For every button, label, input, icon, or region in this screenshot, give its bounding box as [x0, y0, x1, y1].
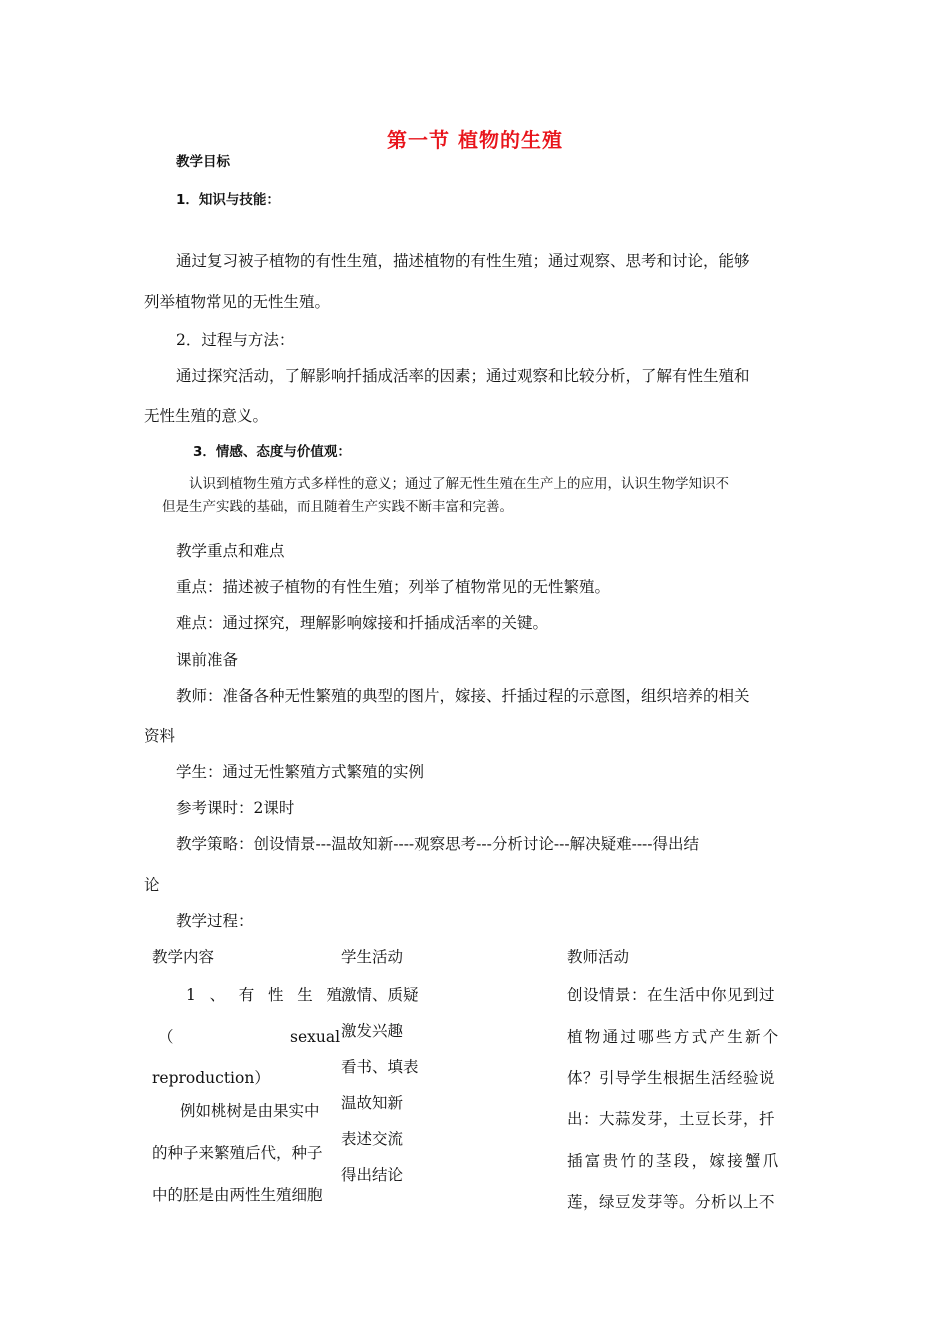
emotion-heading: 3．情感、态度与价值观： — [193, 444, 351, 460]
teacher-activity-3: 体？引导学生根据生活经验说 — [567, 1069, 776, 1087]
content-line2-term: sexual — [290, 1028, 341, 1046]
difficult-point: 难点：通过探究，理解影响嫁接和扦插成活率的关键。 — [176, 614, 549, 632]
student-activity-1: 激情、质疑 — [341, 986, 419, 1004]
student-activity-5: 表述交流 — [341, 1130, 404, 1148]
teacher-prep-line1: 教师：准备各种无性繁殖的典型的图片，嫁接、扦插过程的示意图，组织培养的相关 — [176, 687, 750, 705]
content-line3: reproduction） — [152, 1069, 270, 1087]
header-teacher: 教师活动 — [567, 948, 630, 966]
process-text-line2: 无性生殖的意义。 — [144, 407, 269, 425]
strategy-line1: 教学策略：创设情景---温故知新----观察思考---分析讨论---解决疑难----得出结 — [176, 835, 700, 853]
student-prep: 学生：通过无性繁殖方式繁殖的实例 — [176, 763, 425, 781]
emotion-text-line2: 但是生产实践的基础，而且随着生产实践不断丰富和完善。 — [162, 499, 513, 515]
process-title: 教学过程： — [176, 912, 254, 930]
teacher-activity-1: 创设情景：在生活中你见到过 — [567, 986, 776, 1004]
knowledge-heading: 1．知识与技能： — [176, 192, 280, 208]
content-line6: 中的胚是由两性生殖细胞 — [152, 1186, 323, 1204]
teacher-activity-2: 植物通过哪些方式产生新个 — [567, 1028, 781, 1046]
teacher-activity-5: 插富贵竹的茎段，嫁接蟹爪 — [567, 1152, 781, 1170]
student-activity-6: 得出结论 — [341, 1166, 404, 1184]
prep-heading: 课前准备 — [176, 651, 239, 669]
student-activity-4: 温故知新 — [341, 1094, 404, 1112]
content-line4: 例如桃树是由果实中 — [180, 1102, 320, 1120]
content-line2-paren: （ — [158, 1028, 174, 1046]
content-line5: 的种子来繁殖后代，种子 — [152, 1144, 323, 1162]
reference-hours: 参考课时：2课时 — [176, 799, 295, 817]
teacher-activity-6: 莲，绿豆发芽等。分析以上不 — [567, 1193, 776, 1211]
student-activity-2: 激发兴趣 — [341, 1022, 404, 1040]
teacher-prep-line2: 资料 — [144, 727, 176, 745]
page-title: 第一节 植物的生殖 — [387, 128, 563, 152]
content-line1: 1 、 有 性 生 殖 — [186, 986, 342, 1004]
emotion-text-line1: 认识到植物生殖方式多样性的意义；通过了解无性生殖在生产上的应用，认识生物学知识不 — [189, 476, 729, 492]
objectives-heading: 教学目标 — [176, 154, 230, 170]
process-text-line1: 通过探究活动，了解影响扦插成活率的因素；通过观察和比较分析，了解有性生殖和 — [176, 367, 750, 385]
header-student: 学生活动 — [341, 948, 404, 966]
header-content: 教学内容 — [152, 948, 215, 966]
knowledge-text-line2: 列举植物常见的无性生殖。 — [144, 293, 331, 311]
student-activity-3: 看书、填表 — [341, 1058, 419, 1076]
teacher-activity-4: 出：大蒜发芽，土豆长芽，扦 — [567, 1110, 776, 1128]
key-point: 重点：描述被子植物的有性生殖；列举了植物常见的无性繁殖。 — [176, 578, 611, 596]
strategy-line2: 论 — [144, 876, 160, 894]
process-heading: 2．过程与方法： — [176, 331, 295, 349]
knowledge-text-line1: 通过复习被子植物的有性生殖，描述植物的有性生殖；通过观察、思考和讨论，能够 — [176, 252, 750, 270]
key-heading: 教学重点和难点 — [176, 542, 285, 560]
